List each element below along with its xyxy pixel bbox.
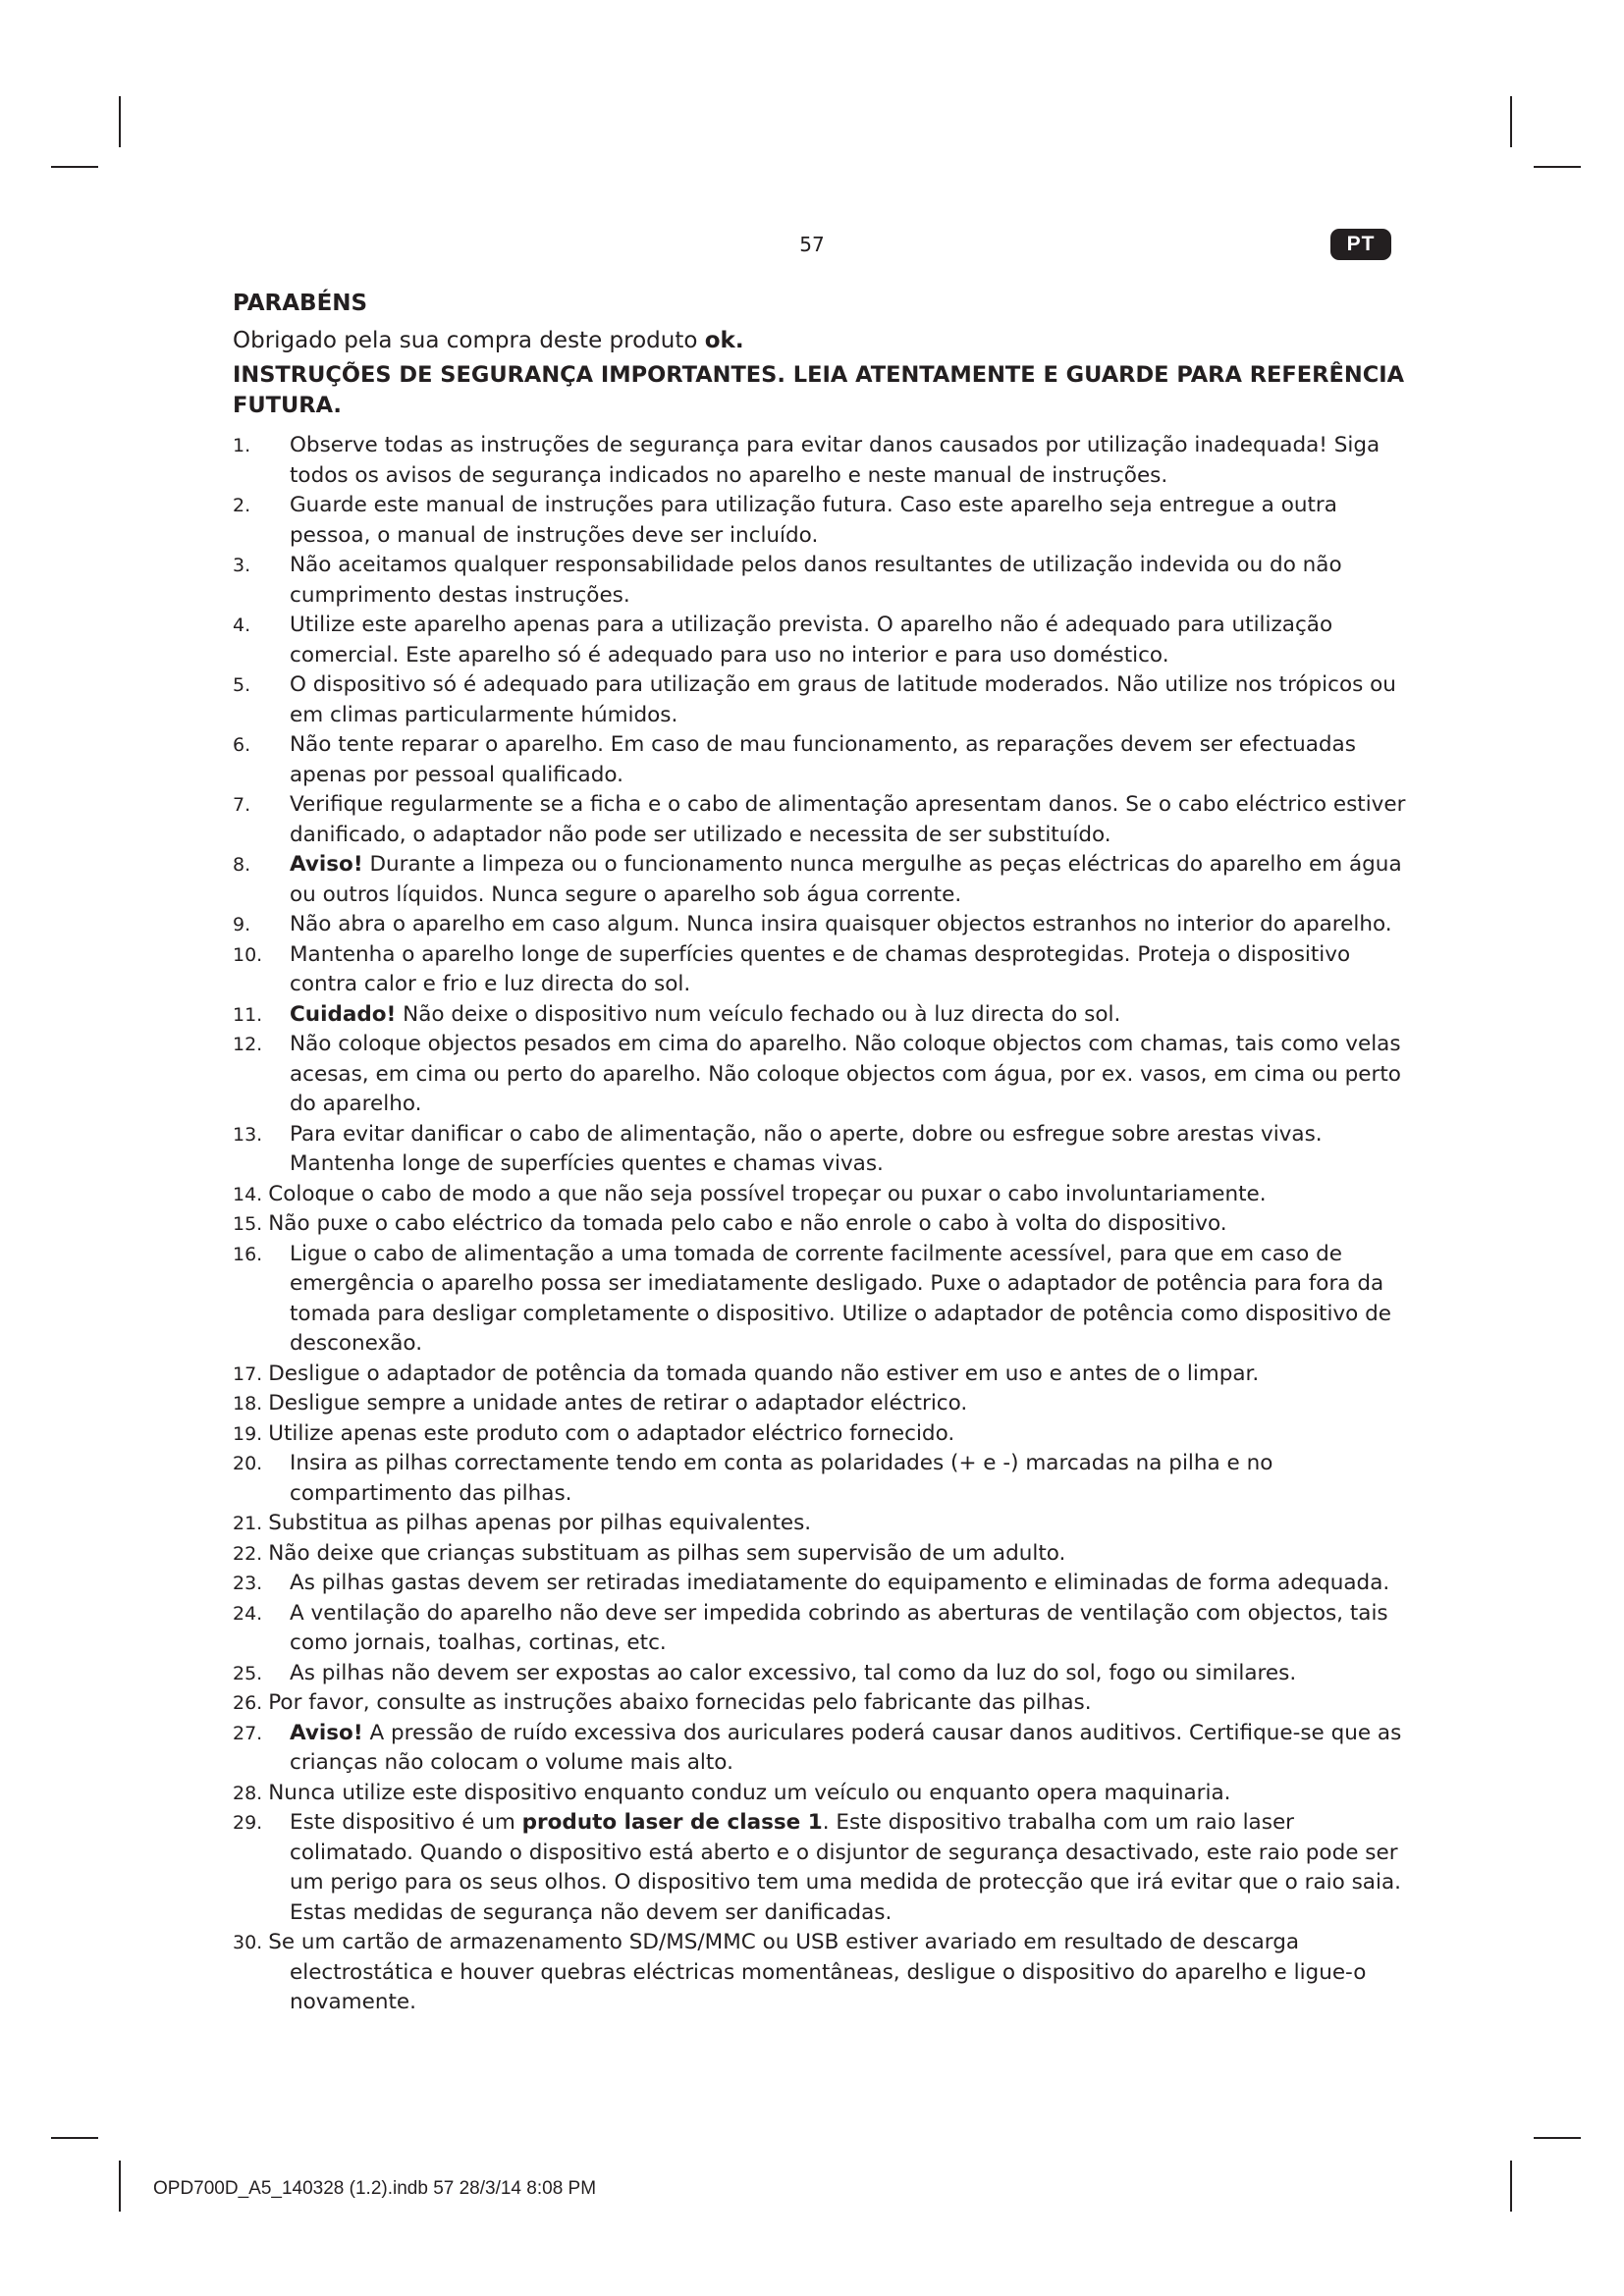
list-item-number: 2. [233, 495, 251, 516]
crop-mark-top-right-horizontal [1534, 166, 1581, 168]
list-item [233, 1808, 1406, 1928]
list-item-text: As pilhas gastas devem ser retiradas imediatamente do equipamento e eliminadas de forma adequada. [290, 1571, 1390, 1595]
list-item [233, 1599, 1406, 1659]
list-item-text: Guarde este manual de instruções para utilização futura. Caso este aparelho seja entregue a outra pessoa, o manual de instruções deve ser incluído. [290, 493, 1337, 548]
list-item-text: O dispositivo só é adequado para utilização em graus de latitude moderados. Não utilize nos trópicos ou em climas particularmente húmidos. [290, 672, 1396, 727]
list-item-number: 7. [233, 794, 251, 816]
list-item-number: 11. [233, 1003, 263, 1026]
list-item-text: Não puxe o cabo eléctrico da tomada pelo cabo e não enrole o cabo à volta do dispositivo. [268, 1211, 1227, 1236]
crop-mark-top-left-horizontal [51, 166, 98, 168]
list-item-number: 3. [233, 555, 251, 576]
list-item-emphasis: Cuidado! [290, 1001, 397, 1027]
list-item-number: 21. [233, 1513, 263, 1534]
list-item-text: Observe todas as instruções de segurança para evitar danos causados por utilização inadequada! Siga todos os avisos de segurança indicados no aparelho e neste manual de instruções. [290, 433, 1380, 488]
list-item [233, 611, 1406, 670]
language-badge: PT [1330, 229, 1391, 260]
list-item [233, 1240, 1406, 1360]
list-item [233, 431, 1406, 491]
list-item [233, 1389, 1406, 1419]
list-item-text: Por favor, consulte as instruções abaixo fornecidas pelo fabricante das pilhas. [268, 1690, 1092, 1715]
list-item-text: Não tente reparar o aparelho. Em caso de mau funcionamento, as reparações devem ser efectuadas apenas por pessoal qualificado. [290, 732, 1356, 787]
list-item [233, 1659, 1406, 1689]
list-item-number: 29. [233, 1812, 263, 1834]
list-item-text: Nunca utilize este dispositivo enquanto conduz um veículo ou enquanto opera maquinaria. [268, 1780, 1231, 1805]
list-item-number: 23. [233, 1573, 263, 1594]
list-item-number: 1. [233, 435, 251, 456]
brand-name: ok. [704, 328, 744, 353]
list-item-text: Para evitar danificar o cabo de alimentação, não o aperte, dobre ou esfregue sobre arestas vivas. Mantenha longe de superfícies quentes e chamas vivas. [290, 1121, 1323, 1176]
list-item-number: 20. [233, 1453, 263, 1474]
crop-mark-top-right-vertical [1510, 96, 1512, 147]
list-item-text: Não coloque objectos pesados em cima do aparelho. Não coloque objectos com chamas, tais como velas acesas, em cima ou perto do aparelho. Não coloque objectos com água, por ex. vasos, em cima ou perto do aparelho. [290, 1032, 1401, 1116]
list-item-emphasis: produto laser de classe 1 [521, 1810, 823, 1835]
list-item-text: A pressão de ruído excessiva dos auriculares poderá causar danos auditivos. Certifique-se que as crianças não colocam o volume mais alto. [290, 1720, 1402, 1775]
list-item-text: Verifique regularmente se a ficha e o cabo de alimentação apresentam danos. Se o cabo eléctrico estiver danificado, o adaptador não pode ser utilizado e necessita de ser substituído. [290, 792, 1406, 847]
list-item [233, 730, 1406, 790]
list-item [233, 1928, 1406, 2018]
safety-instructions-heading: INSTRUÇÕES DE SEGURANÇA IMPORTANTES. LEIA ATENTAMENTE E GUARDE PARA REFERÊNCIA FUTURA. [233, 362, 1404, 418]
list-item [233, 1449, 1406, 1509]
crop-mark-bottom-left-horizontal [51, 2137, 98, 2139]
list-item-text: Substitua as pilhas apenas por pilhas equivalentes. [268, 1511, 812, 1535]
list-item-number: 14. [233, 1183, 263, 1205]
list-item-text: Ligue o cabo de alimentação a uma tomada de corrente facilmente acessível, para que em caso de emergência o aparelho possa ser imediatamente desligado. Puxe o adaptador de potência para fora da tomada para desligar completamente o dispositivo. Utilize o adaptador de potência como dispositivo de desconexão. [290, 1241, 1392, 1356]
page-title: PARABÉNS [233, 291, 368, 316]
list-item [233, 1509, 1406, 1539]
list-item-number: 30. [233, 1932, 263, 1953]
list-item-number: 8. [233, 854, 251, 876]
crop-mark-top-left-vertical [119, 96, 121, 147]
list-item-number: 9. [233, 914, 251, 935]
list-item-text: Mantenha o aparelho longe de superfícies quentes e de chamas desprotegidas. Proteja o dispositivo contra calor e frio e luz directa do sol. [290, 941, 1351, 996]
list-item [233, 790, 1406, 850]
list-item-text: Não deixe o dispositivo num veículo fechado ou à luz directa do sol. [396, 1001, 1121, 1027]
list-item-text: As pilhas não devem ser expostas ao calor excessivo, tal como da luz do sol, fogo ou similares. [290, 1660, 1297, 1685]
list-item-text: . Este dispositivo trabalha com um raio laser colimatado. Quando o dispositivo está aberto e o disjuntor de segurança desactivado, este raio pode ser um perigo para os seus olhos. O dispositivo tem uma medida de protecção que irá evitar que o raio saia. Estas medidas de segurança não devem ser danificadas. [290, 1810, 1401, 1925]
list-item-number: 12. [233, 1034, 263, 1055]
list-item-emphasis: Aviso! [290, 852, 363, 877]
list-item-number: 17. [233, 1362, 263, 1385]
list-item-text: Desligue sempre a unidade antes de retirar o adaptador eléctrico. [268, 1391, 968, 1415]
list-item [233, 1539, 1406, 1570]
crop-mark-bottom-right-horizontal [1534, 2137, 1581, 2139]
list-item [233, 1030, 1406, 1120]
list-item-number: 4. [233, 614, 251, 636]
list-item-text: Durante a limpeza ou o funcionamento nunca mergulhe as peças eléctricas do aparelho em água ou outros líquidos. Nunca segure o aparelho sob água corrente. [290, 852, 1402, 907]
list-item [233, 670, 1406, 730]
list-item-text: Utilize este aparelho apenas para a utilização prevista. O aparelho não é adequado para utilização comercial. Este aparelho só é adequado para uso no interior e para uso doméstico. [290, 613, 1333, 667]
list-item-number: 15. [233, 1213, 263, 1235]
list-item [233, 1688, 1406, 1719]
list-item-text: Não abra o aparelho em caso algum. Nunca insira quaisquer objectos estranhos no interior do aparelho. [290, 912, 1392, 936]
list-item-number: 22. [233, 1542, 263, 1565]
list-item-number: 24. [233, 1602, 263, 1625]
list-item [233, 551, 1406, 611]
crop-mark-bottom-right-vertical [1510, 2161, 1512, 2212]
list-item [233, 850, 1406, 910]
list-item [233, 1719, 1406, 1779]
list-item-number: 6. [233, 734, 251, 756]
list-item-number: 18. [233, 1393, 263, 1415]
list-item-text: Desligue o adaptador de potência da tomada quando não estiver em uso e antes de o limpar. [268, 1361, 1260, 1386]
list-item [233, 1419, 1406, 1450]
list-item-number: 5. [233, 674, 251, 696]
crop-mark-bottom-left-vertical [119, 2161, 121, 2212]
list-item-text: Este dispositivo é um [290, 1810, 522, 1835]
list-item-number: 10. [233, 943, 263, 966]
list-item [233, 491, 1406, 551]
list-item [233, 1180, 1406, 1210]
intro-sentence: Obrigado pela sua compra deste produto [233, 328, 705, 353]
list-item-emphasis: Aviso! [290, 1720, 363, 1745]
list-item [233, 940, 1406, 1000]
list-item-number: 25. [233, 1662, 263, 1684]
list-item-number: 28. [233, 1782, 263, 1804]
list-item-text: Coloque o cabo de modo a que não seja possível tropeçar ou puxar o cabo involuntariamente. [268, 1181, 1267, 1206]
list-item [233, 1360, 1406, 1390]
list-item-text: Utilize apenas este produto com o adaptador eléctrico fornecido. [268, 1420, 955, 1446]
document-body [233, 288, 1406, 2018]
list-item-text: A ventilação do aparelho não deve ser impedida cobrindo as aberturas de ventilação com objectos, tais como jornais, toalhas, cortinas, etc. [290, 1600, 1388, 1655]
page-number: 57 [799, 233, 825, 256]
safety-instructions-list [233, 431, 1406, 2018]
print-footer: OPD700D_A5_140328 (1.2).indb 57 28/3/14 8:08 PM [153, 2178, 597, 2199]
list-item [233, 1120, 1406, 1180]
list-item-number: 19. [233, 1422, 263, 1445]
list-item-text: Não deixe que crianças substituam as pilhas sem supervisão de um adulto. [268, 1540, 1066, 1566]
list-item [233, 1569, 1406, 1599]
list-item-number: 26. [233, 1692, 263, 1714]
list-item-text: Se um cartão de armazenamento SD/MS/MMC ou USB estiver avariado em resultado de descarga electrostática e houver quebras eléctricas momentâneas, desligue o dispositivo do aparelho e ligue-o novamente. [268, 1930, 1367, 2014]
list-item-text: Insira as pilhas correctamente tendo em conta as polaridades (+ e -) marcadas na pilha e no compartimento das pilhas. [290, 1451, 1273, 1506]
list-item [233, 1209, 1406, 1240]
list-item [233, 1779, 1406, 1809]
list-item [233, 910, 1406, 940]
list-item-number: 27. [233, 1722, 263, 1744]
list-item-text: Não aceitamos qualquer responsabilidade pelos danos resultantes de utilização indevida ou do não cumprimento destas instruções. [290, 553, 1342, 608]
list-item-number: 16. [233, 1243, 263, 1265]
list-item-number: 13. [233, 1123, 263, 1146]
intro-text [233, 325, 1406, 356]
list-item [233, 1000, 1406, 1031]
